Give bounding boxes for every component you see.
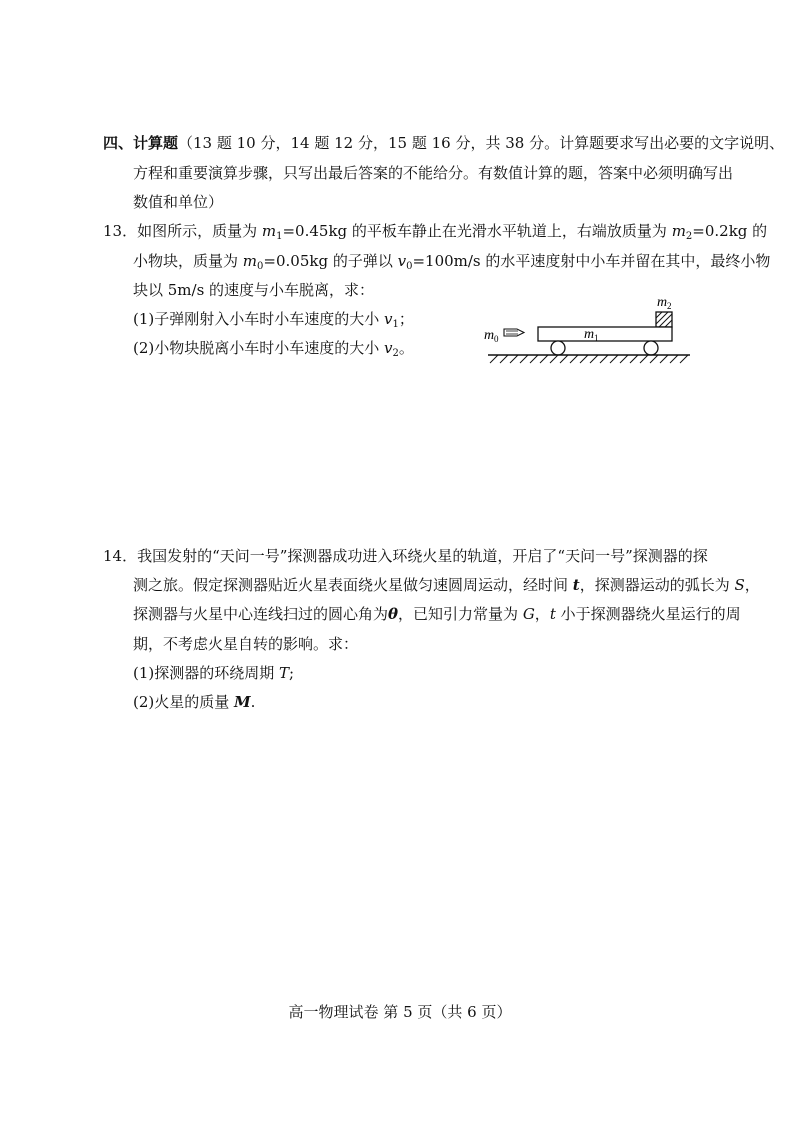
cart-diagram [484, 292, 694, 372]
q13-line-2 [133, 251, 770, 271]
q13-part-1-end: ； [398, 310, 414, 328]
small-block [656, 312, 672, 327]
q13-part-2-text: (2)小物块脱离小车时小车速度的大小 [133, 339, 385, 357]
q13-part-2-end: 。 [398, 339, 414, 357]
q13-v1: v [384, 310, 393, 328]
q13-v0-sub: 0 [406, 261, 413, 272]
right-wheel [644, 341, 658, 355]
page-footer: 高一物理试卷 第 5 页（共 6 页） [288, 1003, 512, 1021]
q13-l2-c: =100m/s 的水平速度射中小车并留在其中，最终小物 [412, 252, 771, 270]
q14-part-1 [133, 663, 294, 683]
q14-t: t [572, 576, 580, 594]
q13-m1-sub: 1 [276, 231, 283, 242]
q14-l3-a: 探测器与火星中心连线扫过的圆心角为 [133, 605, 389, 623]
q13-m2: m [671, 222, 686, 240]
q14-l3-c: ， [534, 605, 550, 623]
q13-part-2 [133, 338, 414, 358]
q13-m0-sub: 0 [257, 261, 264, 272]
q14-part-2-text: (2)火星的质量 [133, 693, 235, 711]
q14-part-1-text: (1)探测器的环绕周期 [133, 664, 280, 682]
q14-line-3 [133, 604, 741, 624]
q14-G: G [522, 605, 535, 623]
m0-label: m [484, 328, 495, 343]
q14-number: 14． [103, 547, 138, 565]
q13-v1-sub: 1 [392, 319, 399, 330]
m2-label-sub: 2 [667, 301, 672, 311]
m1-label: m [584, 327, 595, 342]
section-title: 四、计算题 [103, 134, 179, 152]
m1-label-sub: 1 [594, 333, 599, 343]
section-intro-line-2: 方程和重要演算步骤，只写出最后答案的不能给分。有数值计算的题，答案中必须明确写出 [133, 164, 734, 182]
q13-v2-sub: 2 [392, 348, 399, 359]
q14-part-2 [133, 692, 255, 712]
q14-M: M [234, 693, 251, 711]
q14-l2-b: ，探测器运动的弧长为 [579, 576, 735, 594]
q13-l1-b: =0.45kg 的平板车静止在光滑水平轨道上，右端放质量为 [282, 222, 672, 240]
q13-part-1-text: (1)子弹刚射入小车时小车速度的大小 [133, 310, 385, 328]
q13-l2-b: =0.05kg 的子弹以 [263, 252, 398, 270]
q13-v2: v [384, 339, 393, 357]
q13-part-1 [133, 309, 414, 329]
q13-number: 13． [103, 222, 138, 240]
q13-l1-a: 如图所示，质量为 [137, 222, 262, 240]
q13-m2-sub: 2 [685, 231, 693, 242]
section-intro-line-1: （13 题 10 分，14 题 12 分，15 题 16 分，共 38 分。计算题要求写出必要的文字说明、 [178, 134, 785, 152]
q14-T: T [279, 664, 290, 682]
section-heading [103, 133, 784, 153]
q14-S: S [734, 576, 745, 594]
q13-v0: v [397, 252, 407, 270]
q13-line-1 [103, 221, 767, 241]
q13-l1-c: =0.2kg 的 [692, 222, 768, 240]
q14-line-1 [103, 546, 708, 566]
q13-figure [484, 292, 694, 376]
q13-line-3: 块以 5m/s 的速度与小车脱离，求： [133, 281, 375, 299]
q14-l2-c: ， [744, 576, 760, 594]
m2-label: m [657, 295, 668, 310]
q14-part-2-end: . [250, 693, 256, 711]
ground-track [488, 355, 690, 363]
q14-l1: 我国发射的“天问一号”探测器成功进入环绕火星的轨道，开启了“天问一号”探测器的探 [137, 547, 708, 565]
q14-l3-d: 小于探测器绕火星运行的周 [555, 605, 741, 623]
q14-l3-b: ，已知引力常量为 [398, 605, 523, 623]
q14-l2-a: 测之旅。假定探测器贴近火星表面绕火星做匀速圆周运动，经时间 [133, 576, 573, 594]
q14-theta: θ [388, 605, 399, 623]
section-intro-line-3: 数值和单位） [133, 193, 224, 211]
q13-m0: m [242, 252, 258, 270]
q14-t2: t [549, 605, 556, 623]
q13-m1: m [261, 222, 277, 240]
q14-line-4: 期，不考虑火星自转的影响。求： [133, 635, 359, 653]
cart-plank [538, 327, 672, 341]
q14-line-2 [133, 575, 760, 595]
bullet-icon [504, 329, 524, 336]
left-wheel [551, 341, 565, 355]
q13-l2-a: 小物块，质量为 [133, 252, 243, 270]
q14-part-1-end: ; [289, 664, 295, 682]
m0-label-sub: 0 [494, 334, 499, 344]
